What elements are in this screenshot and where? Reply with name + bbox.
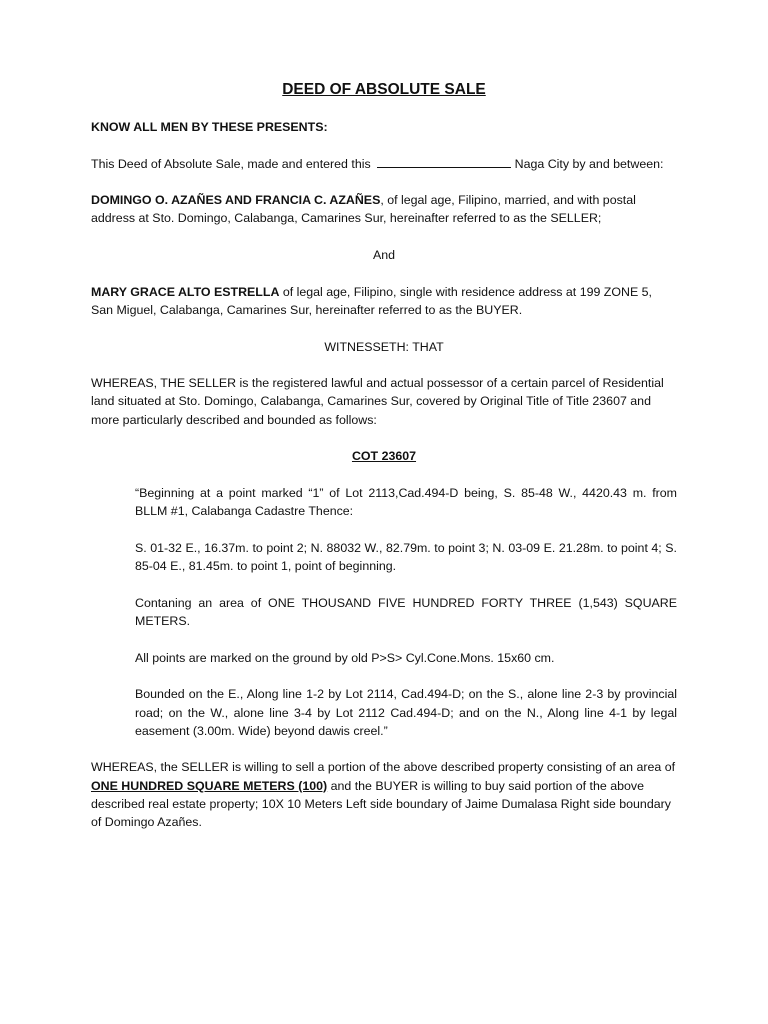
document-title: DEED OF ABSOLUTE SALE [282,81,486,98]
witnesseth-heading: WITNESSETH: THAT [324,339,444,354]
technical-description-3: Contaning an area of ONE THOUSAND FIVE HUNDRED FORTY THREE (1,543) SQUARE METERS. [135,595,677,629]
intro-heading: KNOW ALL MEN BY THESE PRESENTS: [91,120,328,134]
buyer-name: MARY GRACE ALTO ESTRELLA [91,284,280,299]
seller-name: DOMINGO O. AZAÑES AND FRANCIA C. AZAÑES [91,193,381,208]
technical-description-5: Bounded on the E., Along line 1-2 by Lot 2114, Cad.494-D; on the S., alone line 2-3 by provincial road; on the W., alone line 3-4 by Lot 2112 Cad.494-D; and on the N., Along line 4-1 by legal easement (3.00m. Wide) beyond dawis creel.” [135,687,677,738]
buyer-paragraph [91,283,677,320]
technical-description-1: “Beginning at a point marked “1” of Lot 2113,Cad.494-D being, S. 85-48 W., 4420.43 m. from BLLM #1, Calabanga Cadastre Thence: [135,485,677,519]
and-separator: And [372,248,396,263]
technical-description-2: S. 01-32 E., 16.37m. to point 2; N. 88032 W., 82.79m. to point 3; N. 03-09 E. 21.28m. to point 4; S. 85-04 E., 81.45m. to point 1, point of beginning. [135,540,677,574]
seller-paragraph [91,191,677,228]
title-number-heading: COT 23607 [351,449,417,464]
seller-text: , of legal age, Filipino, married, and with postal address at Sto. Domingo, Calabanga, Camarines Sur, hereinafter referred to as the SELLER; [91,193,636,226]
made-text-after: Naga City by and between: [514,156,664,171]
document-page [91,80,677,850]
whereas2-text-before: WHEREAS, the SELLER is willing to sell a portion of the above described property consisting of an area of [91,760,676,775]
whereas-first-paragraph: WHEREAS, THE SELLER is the registered lawful and actual possessor of a certain parcel of Residential land situated at Sto. Domingo, Calabanga, Camarines Sur, covered by Original Title of Title 23607 and more particularly described and bounded as follows: [91,376,664,427]
whereas2-text-after: and the BUYER is willing to buy said portion of the above described real estate property; 10X 10 Meters Left side boundary of Jaime Dumalasa Right side boundary of Domingo Azañes. [91,778,671,830]
sale-area: ONE HUNDRED SQUARE METERS (100) [91,778,328,793]
buyer-text: of legal age, Filipino, single with residence address at 199 ZONE 5, San Miguel, Calabanga, Camarines Sur, hereinafter referred to as the BUYER. [91,284,652,317]
made-paragraph [91,155,677,173]
whereas-second-paragraph [91,758,677,831]
made-text-before: This Deed of Absolute Sale, made and entered this [91,156,371,171]
date-blank-line [377,155,511,168]
technical-description-4: All points are marked on the ground by old P>S> Cyl.Cone.Mons. 15x60 cm. [135,650,555,665]
